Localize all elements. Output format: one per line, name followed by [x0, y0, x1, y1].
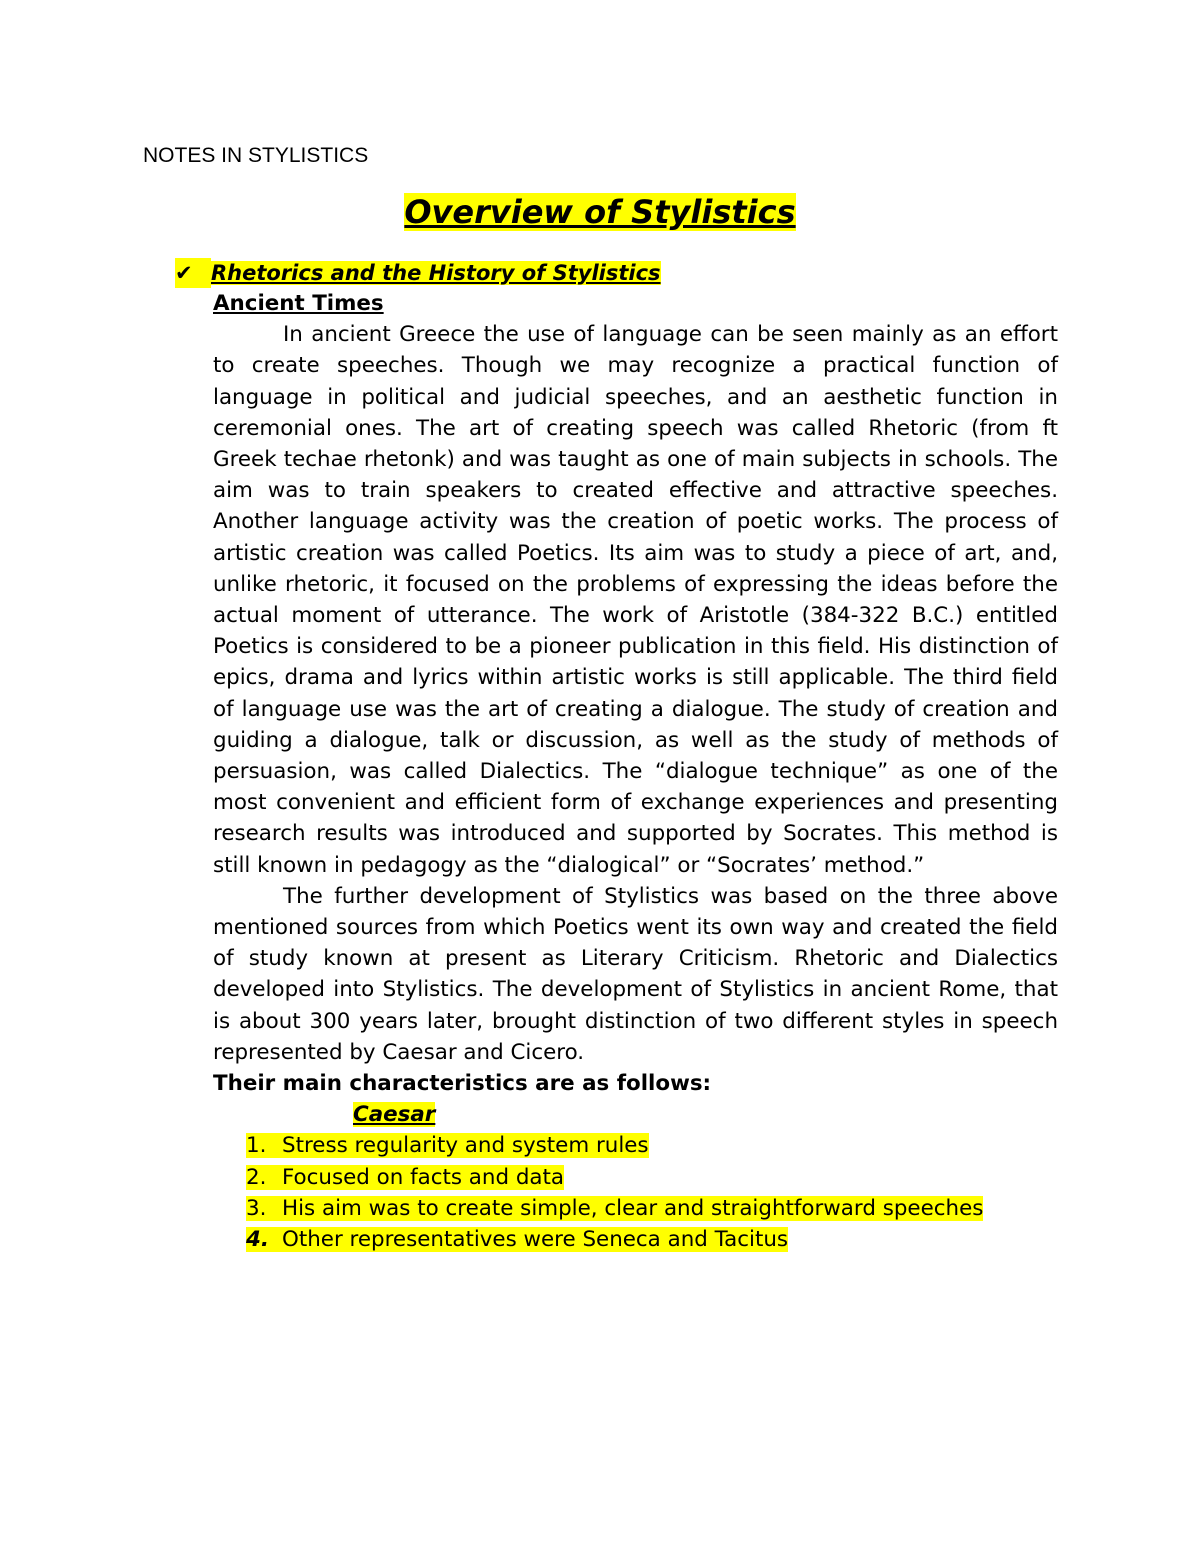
- list-item-text: Focused on facts and data: [282, 1164, 565, 1190]
- list-item: [246, 1162, 1058, 1193]
- list-item-text: Stress regularity and system rules: [282, 1133, 649, 1159]
- list-item-number: 1.: [246, 1133, 267, 1159]
- caesar-characteristics-list: [213, 1130, 1058, 1255]
- caesar-heading-text: Caesar: [353, 1102, 436, 1128]
- caesar-heading: [213, 1099, 1058, 1130]
- page-title: [0, 192, 1200, 232]
- document-header-note: NOTES IN STYLISTICS: [143, 144, 369, 167]
- section-heading: [175, 258, 661, 288]
- characteristics-intro: Their main characteristics are as follows:: [213, 1071, 712, 1097]
- list-item-text: His aim was to create simple, clear and straightforward speeches: [282, 1195, 984, 1221]
- page-title-text: Overview of Stylistics: [404, 193, 796, 231]
- list-item-number: 3.: [246, 1195, 267, 1221]
- list-item-number: 4.: [246, 1227, 270, 1253]
- section-heading-text: Rhetorics and the History of Stylistics: [211, 261, 661, 285]
- list-item-number: 2.: [246, 1164, 267, 1190]
- list-item-text: Other representatives were Seneca and Tacitus: [282, 1227, 789, 1253]
- paragraph-ancient-greece: In ancient Greece the use of language can be seen mainly as an effort to create speeches. Though we may recognize a practical function of language in political and judicial speeches, and an aesthetic function in ceremonial ones. The art of creating speech was called Rhetoric (from ft Greek techae rhetonk) and was taught as one of main subjects in schools. The aim was to train speakers to created effective and attractive speeches. Another language activity was the creation of poetic works. The process of artistic creation was called Poetics. Its aim was to study a piece of art, and, unlike rhetoric, it focused on the problems of expressing the ideas before the actual moment of utterance. The work of Aristotle (384-322 B.C.) entitled Poetics is considered to be a pioneer publication in this field. His distinction of epics, drama and lyrics within artistic works is still applicable. The third field of language use was the art of creating a dialogue. The study of creation and guiding a dialogue, talk or discussion, as well as the study of methods of persuasion, was called Dialectics. The “dialogue technique” as one of the most convenient and efficient form of exchange experiences and presenting research results was introduced and supported by Socrates. This method is still known in pedagogy as the “dialogical” or “Socrates’ method.”: [213, 322, 1058, 878]
- check-mark-icon: ✔: [175, 258, 211, 288]
- list-item: [246, 1193, 1058, 1224]
- paragraph-further-development: The further development of Stylistics was based on the three above mentioned sources from which Poetics went its own way and created the field of study known at present as Literary Criticism. Rhetoric and Dialectics developed into Stylistics. The development of Stylistics in ancient Rome, that is about 300 years later, brought distinction of two different styles in speech represented by Caesar and Cicero.: [213, 883, 1058, 1065]
- list-item: [246, 1130, 1058, 1161]
- list-item: [246, 1224, 1058, 1255]
- section-content: [213, 288, 1058, 1255]
- subheading-ancient-times: Ancient Times: [213, 291, 384, 316]
